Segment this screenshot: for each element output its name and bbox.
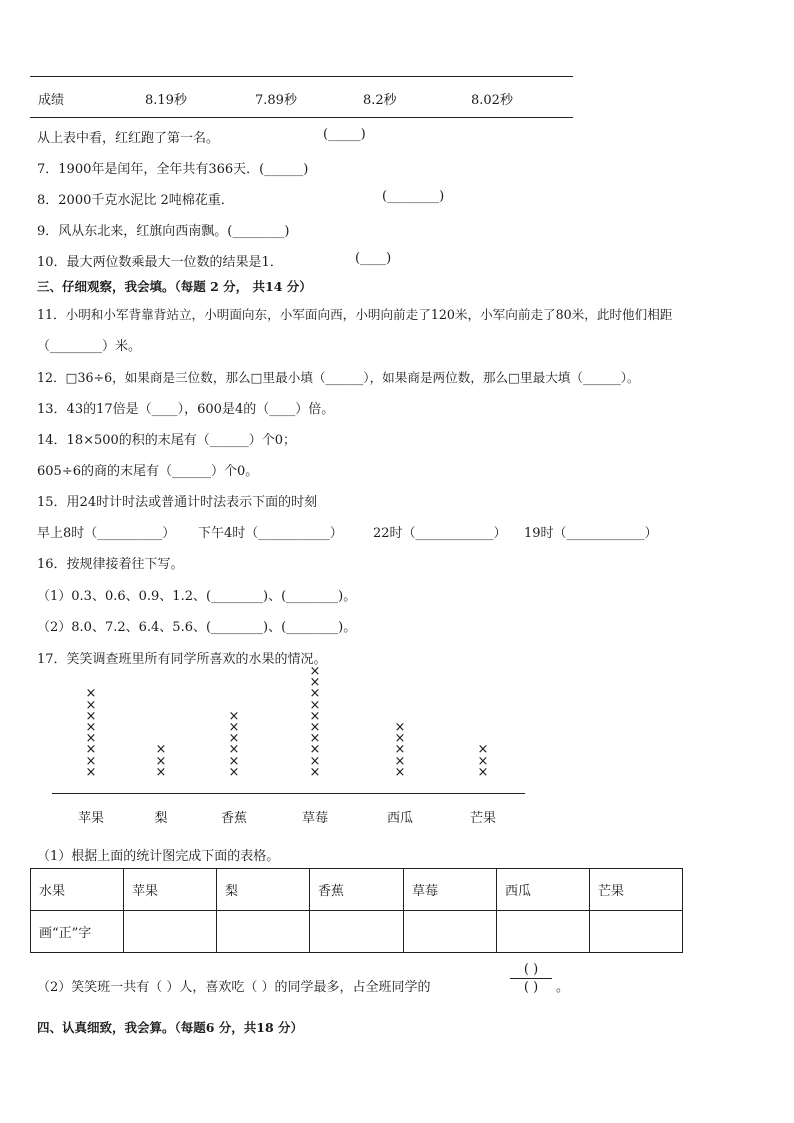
question-14-line2: 605÷6的商的末尾有（______）个0。: [37, 464, 259, 479]
question-15-item-1: 早上8时（__________）: [37, 526, 176, 541]
tf-blank-10: (____): [355, 251, 392, 266]
tally-mark: ×: [394, 764, 406, 780]
table-row: [31, 911, 683, 953]
section-4-title: 四、认真细致，我会算。（每题6 分，共18 分）: [37, 1020, 304, 1035]
tf-blank-8: (________): [382, 189, 445, 204]
table-header-cell: 草莓: [404, 869, 497, 911]
question-11-line1: 11．小明和小军背靠背站立，小明面向东，小军面向西，小明向前走了120米，小军向前走了80米，此时他们相距: [37, 307, 673, 322]
result-value-3: 8.2秒: [363, 93, 397, 108]
results-table-top-border: [30, 76, 573, 77]
tf-blank-first-place: (_____): [323, 127, 366, 142]
tally-mark: ×: [85, 697, 97, 713]
tally-mark: ×: [85, 708, 97, 724]
question-11-line2: （________）米。: [37, 339, 142, 354]
table-empty-cell[interactable]: [310, 911, 404, 953]
tally-mark: ×: [394, 742, 406, 758]
pictograph-column-5: [392, 722, 408, 778]
table-empty-cell[interactable]: [590, 911, 683, 953]
question-12: 12．□36÷6，如果商是三位数，那么□里最小填（______），如果商是两位数，那么□里最大填（______）。: [37, 370, 640, 385]
pictograph-category-label: 西瓜: [386, 811, 413, 826]
question-15-title: 15．用24时计时法或普通计时法表示下面的时刻: [37, 495, 318, 510]
results-row-label: 成绩: [38, 93, 65, 108]
pictograph-column-2: [153, 744, 169, 778]
tally-mark: ×: [309, 686, 321, 702]
tally-mark: ×: [309, 708, 321, 724]
tally-mark: ×: [309, 731, 321, 747]
tally-mark: ×: [309, 742, 321, 758]
tally-mark: ×: [228, 742, 240, 758]
tally-mark: ×: [477, 742, 489, 758]
fraction-bar: [510, 978, 552, 979]
tally-mark: ×: [155, 753, 167, 769]
section-3-title: 三、仔细观察，我会填。（每题 2 分， 共14 分）: [37, 279, 312, 294]
table-row-label: 画“正”字: [31, 911, 124, 953]
tally-mark: ×: [394, 753, 406, 769]
tally-mark: ×: [309, 719, 321, 735]
table-empty-cell[interactable]: [404, 911, 497, 953]
tally-mark: ×: [85, 753, 97, 769]
question-17-title: 17．笑笑调查班里所有同学所喜欢的水果的情况。: [37, 652, 327, 667]
pictograph-baseline: [52, 793, 525, 794]
question-15-item-4: 19时（____________）: [524, 526, 658, 541]
pictograph-category-label: 草莓: [301, 811, 328, 826]
tally-mark: ×: [155, 742, 167, 758]
tally-mark: ×: [309, 697, 321, 713]
result-value-2: 7.89秒: [255, 93, 297, 108]
tally-mark: ×: [309, 675, 321, 691]
question-17-part1-prompt: （1）根据上面的统计图完成下面的表格。: [37, 849, 280, 864]
pictograph-category-label: 苹果: [77, 811, 104, 826]
table-header-cell: 苹果: [124, 869, 217, 911]
tally-mark: ×: [228, 719, 240, 735]
tf-item-first-place: 从上表中看，红红跑了第一名。: [37, 131, 220, 146]
tally-mark: ×: [309, 753, 321, 769]
result-value-4: 8.02秒: [471, 93, 513, 108]
tally-mark: ×: [85, 742, 97, 758]
pictograph-category-label: 梨: [154, 811, 168, 826]
pictograph-column-4: [307, 666, 323, 778]
fraction-blank: [510, 962, 552, 995]
fraction-numerator: ( ): [523, 962, 539, 977]
question-16-a: （1）0.3、0.6、0.9、1.2、(________)、(________)。: [37, 589, 357, 604]
question-13: 13．43的17倍是（____），600是4的（____）倍。: [37, 402, 335, 417]
question-17-part2: （2）笑笑班一共有（ ）人，喜欢吃（ ）的同学最多，占全班同学的: [37, 980, 431, 995]
tally-mark: ×: [85, 686, 97, 702]
tally-mark: ×: [155, 764, 167, 780]
table-header-cell: 水果: [31, 869, 124, 911]
tally-mark: ×: [228, 708, 240, 724]
tf-item-8: 8．2000千克水泥比 2吨棉花重．: [37, 193, 234, 208]
table-empty-cell[interactable]: [124, 911, 217, 953]
pictograph-category-label: 芒果: [469, 811, 496, 826]
table-header-cell: 西瓜: [497, 869, 590, 911]
table-header-cell: 芒果: [590, 869, 683, 911]
tally-mark: ×: [394, 720, 406, 735]
table-empty-cell[interactable]: [217, 911, 310, 953]
tally-mark: ×: [477, 764, 489, 780]
fraction-denominator: ( ): [523, 980, 539, 995]
results-table-bottom-border: [30, 117, 573, 118]
tf-item-9: 9．风从东北来，红旗向西南飘。(________): [37, 224, 290, 239]
question-15-item-2: 下午4时（___________）: [198, 526, 343, 541]
pictograph-column-6: [475, 744, 491, 778]
tf-item-7: 7．1900年是闰年，全年共有366天．(______): [37, 162, 309, 177]
tally-mark: ×: [85, 731, 97, 747]
tf-item-10: 10．最大两位数乘最大一位数的结果是1．: [37, 255, 283, 270]
question-15-item-3: 22时（____________）: [373, 526, 507, 541]
tally-mark: ×: [85, 764, 97, 780]
pictograph-category-label: 香蕉: [220, 811, 247, 826]
table-header-cell: 梨: [217, 869, 310, 911]
tally-mark: ×: [477, 753, 489, 769]
tally-mark: ×: [228, 764, 240, 780]
tally-mark: ×: [228, 731, 240, 747]
question-16-title: 16．按规律接着往下写。: [37, 557, 184, 572]
question-14-line1: 14．18×500的积的末尾有（______）个0；: [37, 433, 297, 448]
table-empty-cell[interactable]: [497, 911, 590, 953]
pictograph-column-1: [83, 688, 99, 778]
fruit-tally-table: [30, 868, 683, 953]
tally-mark: ×: [394, 731, 406, 747]
result-value-1: 8.19秒: [145, 93, 187, 108]
pictograph-column-3: [226, 708, 242, 780]
tally-mark: ×: [228, 753, 240, 769]
table-row: [31, 869, 683, 911]
tally-mark: ×: [85, 719, 97, 735]
question-16-b: （2）8.0、7.2、6.4、5.6、(________)、(________)。: [37, 620, 357, 635]
tally-mark: ×: [309, 764, 321, 780]
tally-mark: ×: [309, 664, 321, 679]
question-17-part2-end: 。: [556, 980, 570, 995]
table-header-cell: 香蕉: [310, 869, 404, 911]
